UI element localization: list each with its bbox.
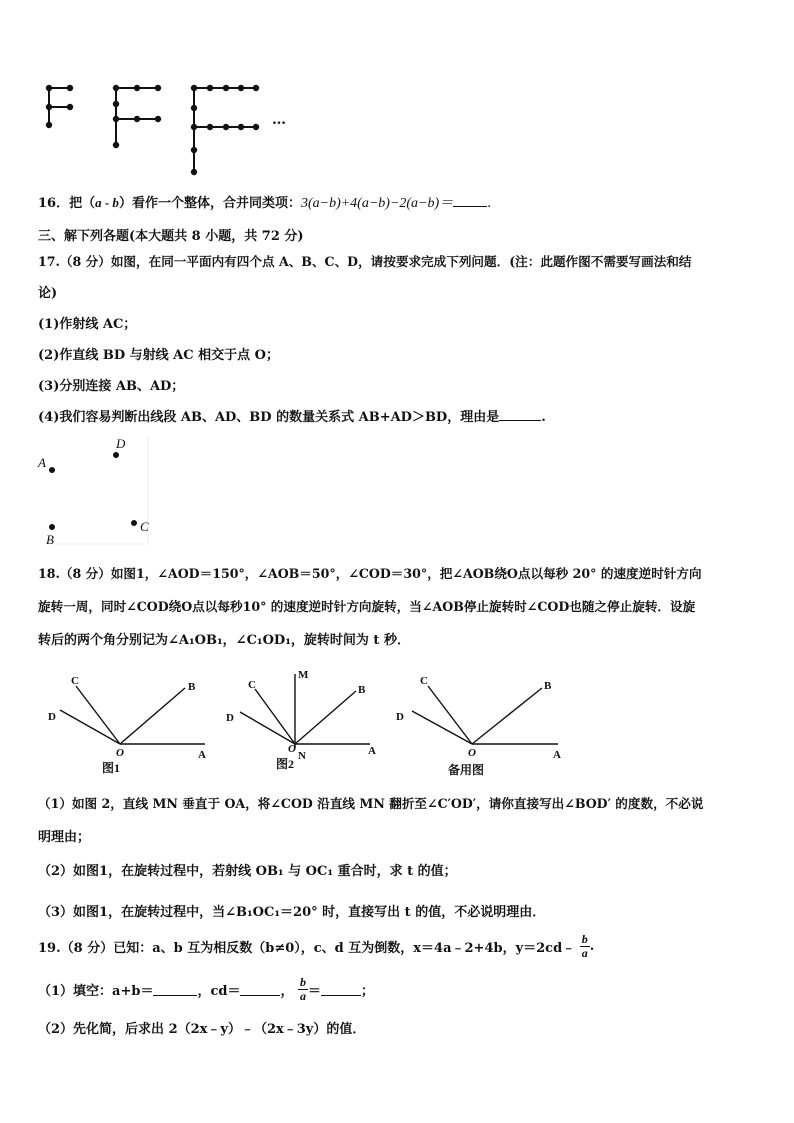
fig1-caption: 图1 bbox=[102, 761, 121, 775]
label-b: B bbox=[46, 532, 54, 547]
label-d: D bbox=[116, 436, 126, 451]
point-a bbox=[49, 467, 55, 473]
fig1-label-c: C bbox=[71, 675, 79, 687]
fig3-label-c: C bbox=[420, 675, 428, 687]
q19-sub1-b: ，cd＝ bbox=[197, 984, 241, 1000]
q16-prefix: 16．把（ bbox=[38, 196, 96, 211]
answer-blank-cd bbox=[240, 983, 280, 996]
answer-blank bbox=[499, 408, 541, 421]
question-19-line1 bbox=[38, 933, 594, 960]
section-3-heading: 三、解下列各题(本大题共 8 小题，共 72 分) bbox=[38, 229, 304, 244]
pattern-ellipsis: … bbox=[272, 112, 286, 128]
question-17-line2: 论) bbox=[38, 286, 58, 301]
fig1-label-d: D bbox=[48, 711, 56, 723]
question-18-line3: 转后的两个角分别记为∠A₁OB₁，∠C₁OD₁，旋转时间为 t 秒． bbox=[38, 633, 410, 648]
fraction-numerator: b bbox=[300, 975, 307, 989]
label-c: C bbox=[140, 519, 149, 534]
fig2-label-a: A bbox=[368, 745, 376, 757]
q18-sub1-line1: （1）如图 2，直线 MN 垂直于 OA，将∠COD 沿直线 MN 翻折至∠C′OD′，请你直接写出∠BOD′ 的度数，不必说 bbox=[38, 796, 704, 811]
fig1-label-a: A bbox=[198, 749, 206, 761]
fig3-caption: 备用图 bbox=[448, 763, 485, 777]
q16-ab: a - b bbox=[95, 195, 119, 210]
question-18-line2: 旋转一周，同时∠COD绕O点以每秒10° 的速度逆时针方向旋转，当∠AOB停止旋转时∠COD也随之停止旋转．设旋 bbox=[38, 599, 696, 614]
q19-line1-text: 19.（8 分）已知：a、b 互为相反数（b≠0），c、d 互为倒数，x＝4a﹣2+4b，y＝2cd﹣ bbox=[38, 941, 576, 957]
fig2-label-o: O bbox=[288, 743, 296, 755]
fig2-label-d: D bbox=[226, 712, 234, 724]
q19-sub1-c: ， bbox=[280, 984, 294, 1000]
q18-figures bbox=[40, 664, 580, 784]
point-b bbox=[49, 524, 55, 530]
fig2-label-n: N bbox=[298, 750, 306, 762]
point-c bbox=[131, 520, 137, 526]
fig2-caption: 图2 bbox=[276, 757, 295, 771]
label-a: A bbox=[38, 455, 46, 470]
q16-mid: ）看作一个整体，合并同类项： bbox=[118, 196, 301, 211]
q17-item-4-text: (4)我们容易判断出线段 AB、AD、BD 的数量关系式 AB+AD＞BD，理由是 bbox=[38, 410, 500, 425]
question-16 bbox=[38, 192, 491, 212]
q17-item-4 bbox=[38, 406, 546, 425]
question-17-line1: 17.（8 分）如图，在同一平面内有四个点 A、B、C、D，请按要求完成下列问题．(注：此题作图不需要写画法和结 bbox=[38, 254, 692, 269]
fig1-label-o: O bbox=[116, 747, 124, 759]
matchstick-pattern-figure bbox=[40, 80, 300, 180]
answer-blank-sum bbox=[153, 983, 197, 996]
point-d bbox=[113, 452, 119, 458]
fig2-label-c: C bbox=[248, 679, 256, 691]
q17-item-3: (3)分别连接 AB、AD； bbox=[38, 379, 185, 394]
q17-points-figure bbox=[30, 432, 160, 550]
q17-item-4-end: . bbox=[541, 410, 546, 425]
q18-sub1-line2: 明理由； bbox=[38, 830, 91, 845]
q19-line1-end: . bbox=[589, 939, 595, 955]
q16-end: . bbox=[487, 196, 492, 211]
fig3-label-o: O bbox=[468, 747, 476, 759]
fraction-b-over-a-2 bbox=[298, 976, 308, 1003]
q19-sub1-end: ； bbox=[361, 984, 375, 1000]
q17-item-2: (2)作直线 BD 与射线 AC 相交于点 O； bbox=[38, 348, 279, 363]
fraction-b-over-a bbox=[580, 933, 590, 960]
fig2-label-b: B bbox=[358, 684, 366, 696]
fig3-label-b: B bbox=[544, 680, 552, 692]
fig3-label-a: A bbox=[553, 749, 561, 761]
q19-sub2: （2）先化简，后求出 2（2x﹣y）﹣（2x﹣3y）的值． bbox=[38, 1022, 366, 1037]
fraction-numerator: b bbox=[581, 932, 588, 946]
fraction-denominator: a bbox=[300, 989, 307, 1004]
answer-blank-ratio bbox=[321, 983, 361, 996]
q18-sub3: （3）如图1，在旋转过程中，当∠B₁OC₁＝20° 时，直接写出 t 的值，不必说明理由． bbox=[38, 905, 546, 920]
q16-expression: 3(a−b)+4(a−b)−2(a−b)＝ bbox=[300, 196, 454, 211]
fraction-denominator: a bbox=[581, 946, 588, 961]
fig2-label-m: M bbox=[298, 669, 309, 681]
q19-sub1 bbox=[38, 976, 374, 1003]
q18-sub2: （2）如图1，在旋转过程中，若射线 OB₁ 与 OC₁ 重合时，求 t 的值； bbox=[38, 864, 457, 879]
q19-sub1-a: （1）填空：a+b＝ bbox=[38, 984, 154, 1000]
q17-item-1: (1)作射线 AC； bbox=[38, 317, 137, 332]
question-18-line1: 18.（8 分）如图1，∠AOD＝150°，∠AOB＝50°，∠COD＝30°，把∠AOB绕O点以每秒 20° 的速度逆时针方向 bbox=[38, 566, 702, 581]
q19-sub1-d: ＝ bbox=[308, 984, 322, 1000]
fig3-label-d: D bbox=[396, 711, 404, 723]
fig1-label-b: B bbox=[188, 681, 196, 693]
answer-blank bbox=[453, 194, 487, 207]
